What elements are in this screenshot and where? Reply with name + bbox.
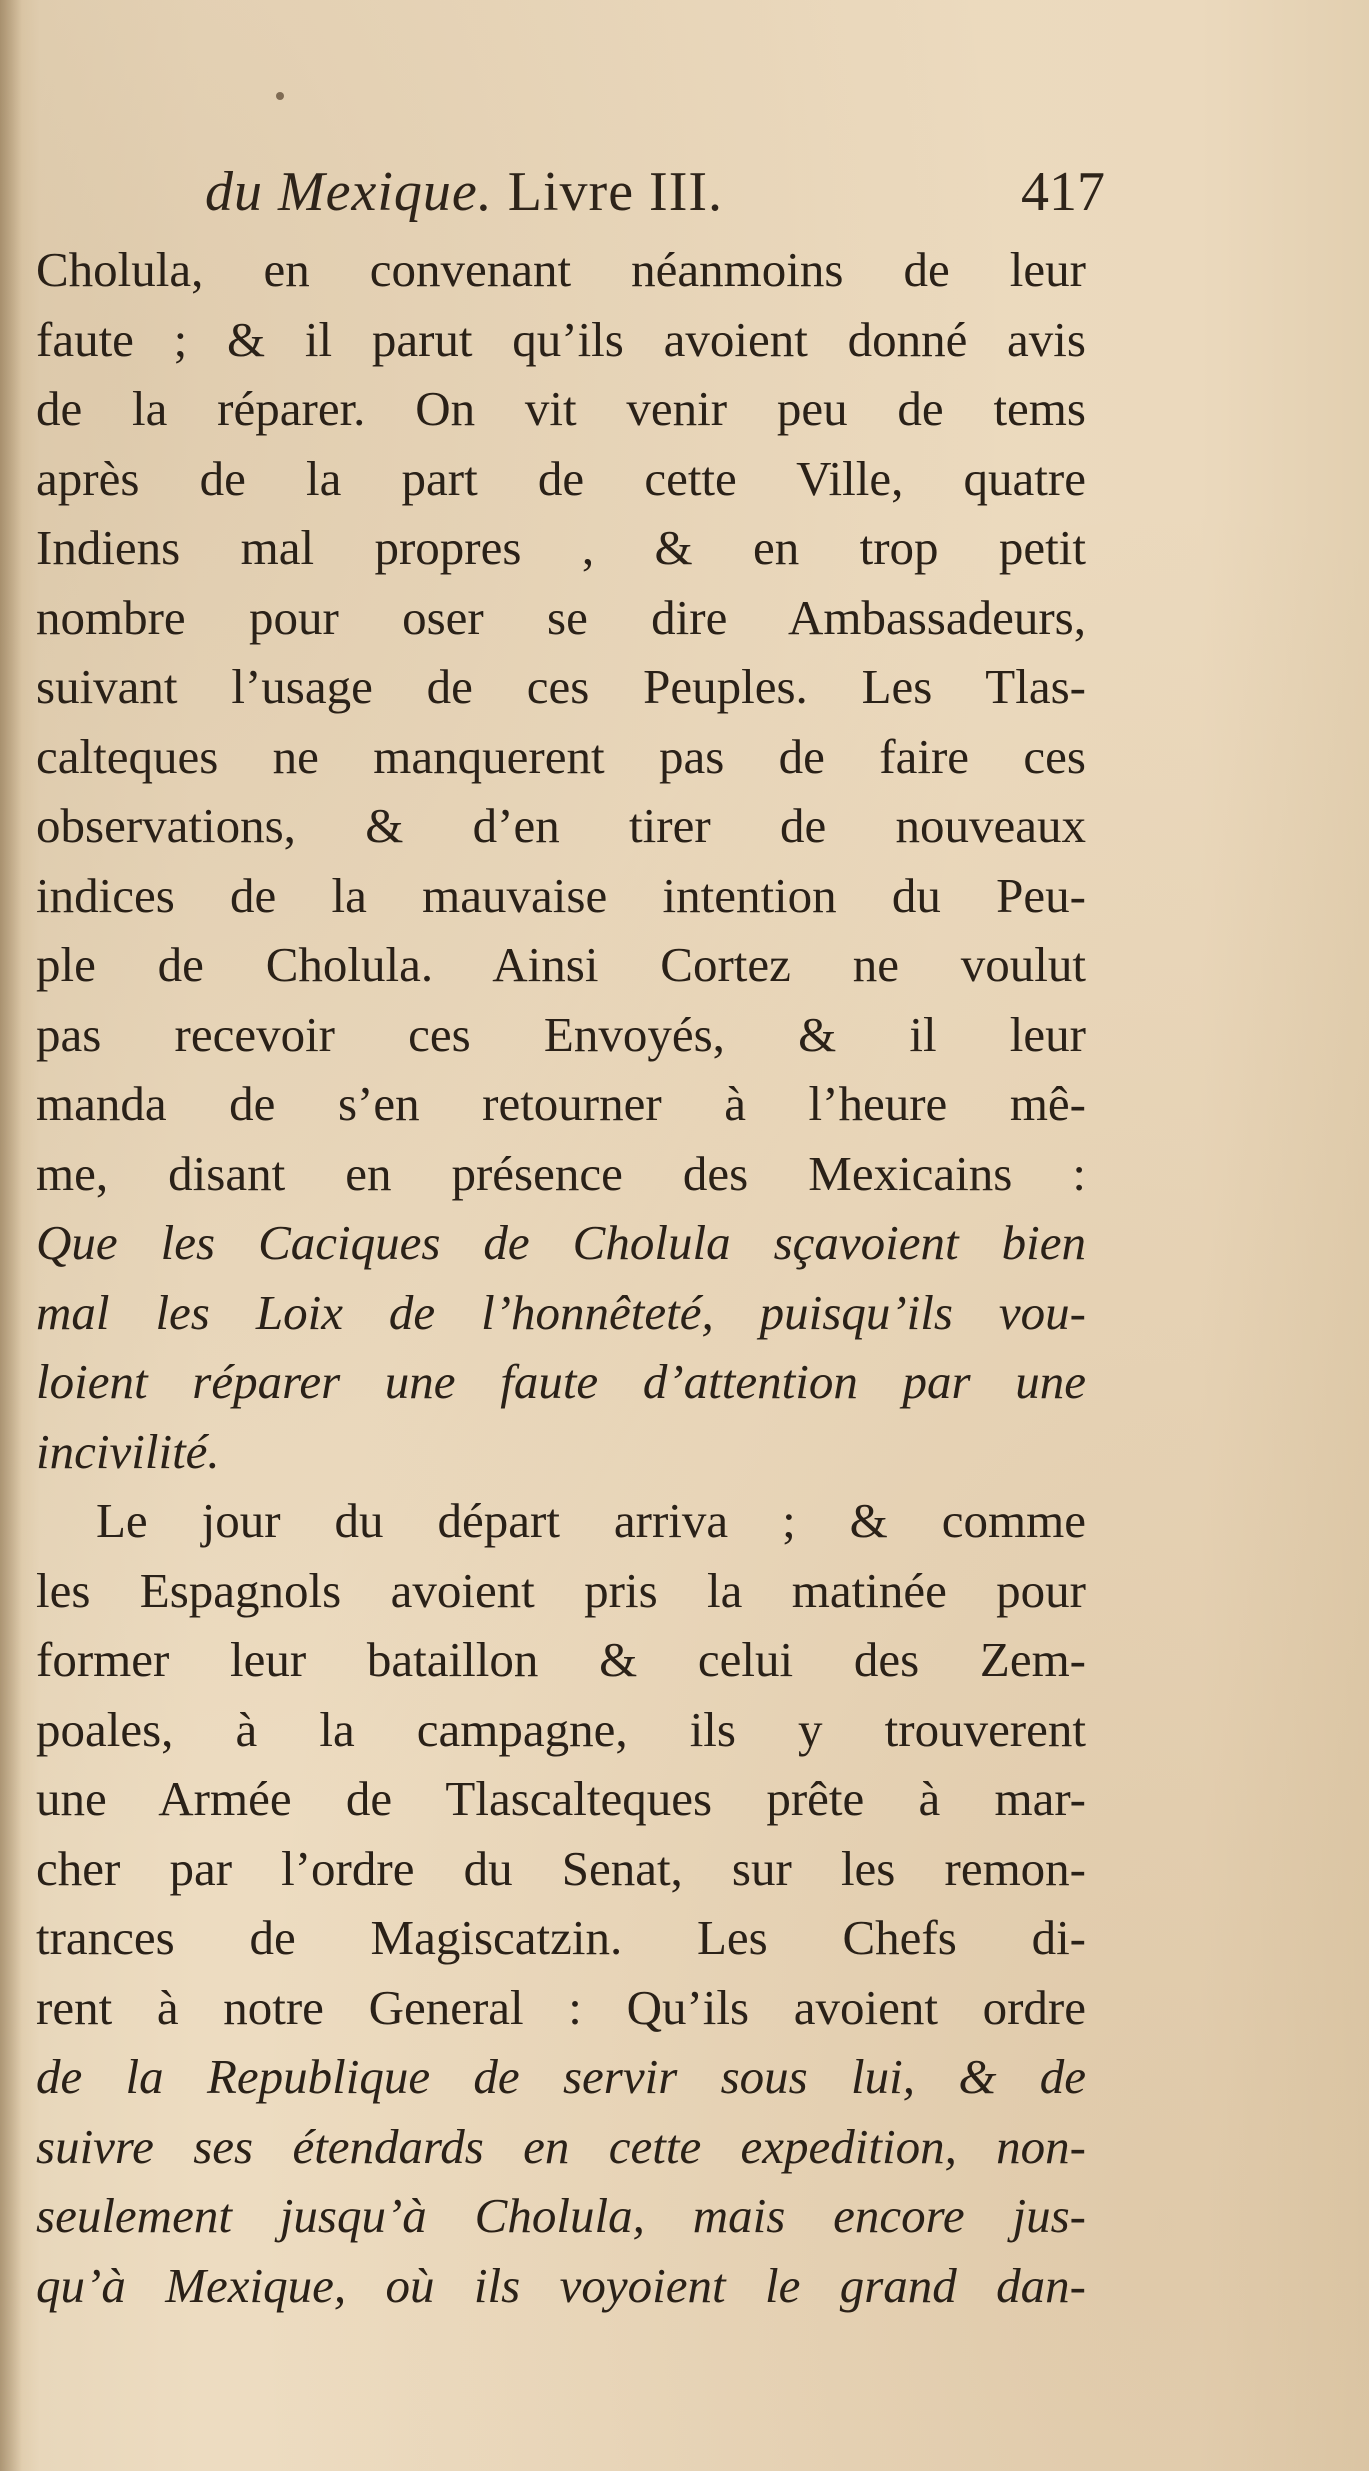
text-line: après de la part de cette Ville, quatre <box>36 450 1086 506</box>
text-line: les Espagnols avoient pris la matinée pour <box>36 1562 1086 1618</box>
text-line-italic: seulement jusqu’à Cholula, mais encore jus- <box>36 2188 1086 2243</box>
text-line-italic: mal les Loix de l’honnêteté, puisqu’ils vou- <box>36 1284 1086 1340</box>
text-line-italic: loient réparer une faute d’attention par une <box>36 1354 1086 1409</box>
text-line: de la réparer. On vit venir peu de tems <box>36 381 1086 436</box>
running-header <box>205 160 1105 230</box>
text-line-italic: Que les Caciques de Cholula sçavoient bien <box>36 1215 1086 1270</box>
page-number: 417 <box>1021 161 1105 223</box>
running-head-italic: du Mexique. <box>205 161 493 223</box>
text-line: faute ; & il parut qu’ils avoient donné avis <box>36 311 1086 367</box>
text-line: manda de s’en retourner à l’heure mê- <box>36 1076 1086 1131</box>
text-line: Indiens mal propres , & en trop petit <box>36 520 1086 575</box>
text-line: suivant l’usage de ces Peuples. Les Tlas- <box>36 659 1086 714</box>
text-line-italic: suivre ses étendards en cette expedition, non- <box>36 2118 1086 2174</box>
text-line: indices de la mauvaise intention du Peu- <box>36 867 1086 923</box>
text-line: une Armée de Tlascalteques prête à mar- <box>36 1771 1086 1826</box>
text-line: pas recevoir ces Envoyés, & il leur <box>36 1006 1086 1062</box>
text-line: Cholula, en convenant néanmoins de leur <box>36 242 1086 297</box>
text-line: cher par l’ordre du Senat, sur les remon- <box>36 1840 1086 1896</box>
text-line: poales, à la campagne, ils y trouverent <box>36 1701 1086 1757</box>
running-head <box>205 160 723 224</box>
text-line: me, disant en présence des Mexicains : <box>36 1145 1086 1201</box>
text-line: observations, & d’en tirer de nouveaux <box>36 798 1086 853</box>
body-text <box>36 235 1086 2320</box>
text-line: nombre pour oser se dire Ambassadeurs, <box>36 589 1086 645</box>
text-line: calteques ne manquerent pas de faire ces <box>36 728 1086 784</box>
text-line: trances de Magiscatzin. Les Chefs di- <box>36 1910 1086 1965</box>
text-line-italic: de la Republique de servir sous lui, & de <box>36 2049 1086 2104</box>
text-line-italic: qu’à Mexique, où ils voyoient le grand dan- <box>36 2257 1086 2313</box>
text-line: rent à notre General : Qu’ils avoient ordre <box>36 1979 1086 2035</box>
ink-speck <box>276 92 284 100</box>
binding-shadow <box>0 0 22 2471</box>
running-head-roman: Livre III. <box>507 161 723 223</box>
text-line-italic: incivilité. <box>36 1423 220 1479</box>
text-line: ple de Cholula. Ainsi Cortez ne voulut <box>36 937 1086 992</box>
text-line: former leur bataillon & celui des Zem- <box>36 1632 1086 1687</box>
text-line: Le jour du départ arriva ; & comme <box>96 1493 1086 1548</box>
